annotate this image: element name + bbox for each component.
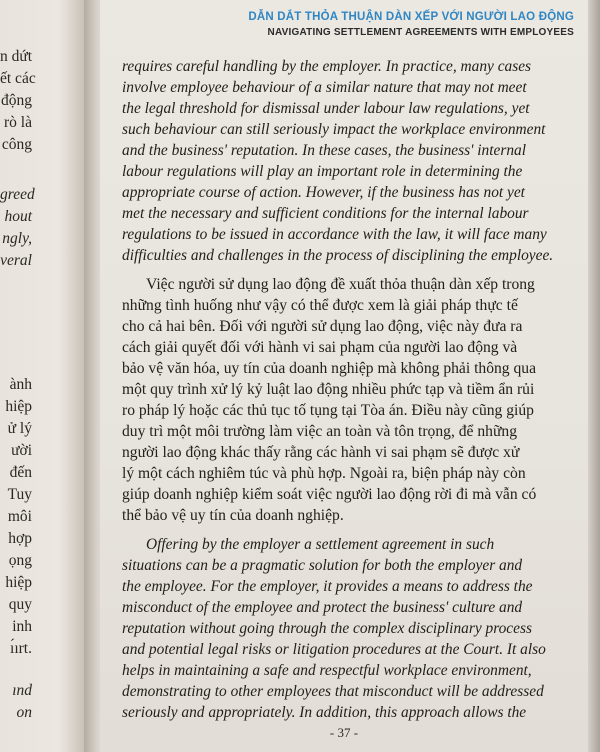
- text-line: regulations to be issued in accordance with the law, it will face many: [122, 226, 547, 243]
- left-page-line: ọng: [8, 552, 32, 569]
- text-line: misconduct of the employee and protect the business' culture and: [122, 599, 523, 616]
- left-page-line: ı́ırt.: [10, 640, 32, 657]
- left-page-line: hout: [4, 208, 32, 225]
- left-page-line: n dứt: [0, 48, 33, 65]
- page-number: - 37 -: [329, 725, 359, 740]
- text-line: labour regulations will play an important role in determining the: [122, 163, 523, 180]
- text-line: helps in maintaining a safe and respectful workplace environment,: [122, 662, 532, 679]
- text-line: người lao động khác thấy rằng các hành vi sai phạm sẽ được xử: [122, 444, 520, 461]
- text-line: met the necessary and sufficient conditions for the internal labour: [122, 205, 529, 222]
- page-body: [122, 56, 574, 723]
- left-page-line: hiệp: [5, 398, 32, 415]
- left-page-line: greed: [0, 186, 35, 203]
- left-page-line: động: [1, 92, 32, 109]
- text-line: difficulties and challenges in the process of disciplining the employee.: [122, 247, 554, 264]
- text-line: những tình huống như vậy có thể được xem là giải pháp thực tế: [122, 297, 518, 314]
- right-page: [100, 0, 588, 752]
- left-page-line: hợp: [8, 530, 32, 547]
- text-line: seriously and appropriately. In addition, this approach allows the: [122, 704, 527, 721]
- left-page-line: quy: [8, 596, 32, 613]
- running-header-english: NAVIGATING SETTLEMENT AGREEMENTS WITH EMPLOYEES: [267, 27, 574, 38]
- text-line: cách giải quyết đối với hành vi sai phạm của người lao động và: [122, 339, 518, 356]
- left-page-line: hiệp: [5, 574, 32, 591]
- text-line: Việc người sử dụng lao động đề xuất thỏa thuận dàn xếp trong: [146, 276, 535, 293]
- running-header-vietnamese: DẪN DẮT THỎA THUẬN DÀN XẾP VỚI NGƯỜI LAO ĐỘNG: [248, 11, 574, 23]
- left-page-line: inh: [12, 618, 32, 635]
- paragraph-gap: [122, 526, 574, 534]
- text-line: involve employee behaviour of a similar nature that may not meet: [122, 79, 527, 96]
- left-page-line: ınd: [12, 682, 32, 699]
- left-page-line: rò là: [4, 114, 32, 131]
- paragraph-gap: [122, 266, 574, 274]
- text-line: requires careful handling by the employer. In practice, many cases: [122, 58, 532, 75]
- text-line: and potential legal risks or litigation procedures at the Court. It also: [122, 641, 546, 658]
- text-line: ro pháp lý hoặc các thủ tục tố tụng tại Tòa án. Điều này cũng giúp: [122, 402, 534, 419]
- text-line: lý một cách nghiêm túc và phù hợp. Ngoài ra, biện pháp này còn: [122, 465, 526, 482]
- left-page-line: ười: [11, 442, 32, 459]
- text-line: demonstrating to other employees that misconduct will be addressed: [122, 683, 544, 700]
- left-page-line: công: [1, 136, 32, 153]
- english-paragraph: [122, 534, 574, 723]
- left-page-line: veral: [0, 252, 32, 269]
- text-line: Offering by the employer a settlement agreement in such: [146, 536, 495, 553]
- left-page: [0, 0, 84, 752]
- page-edge: [588, 0, 600, 752]
- text-line: such behaviour can still seriously impact the workplace environment: [122, 121, 546, 138]
- left-page-line: ử lý: [7, 420, 32, 437]
- text-line: cho cả hai bên. Đối với người sử dụng lao động, việc này đưa ra: [122, 318, 523, 335]
- text-line: the employee. For the employer, it provides a means to address the: [122, 578, 533, 595]
- left-page-line: đến: [9, 464, 32, 481]
- text-line: appropriate course of action. However, if the business has not yet: [122, 184, 525, 201]
- left-page-line: ành: [9, 376, 32, 393]
- text-line: and the business' reputation. In these cases, the business' internal: [122, 142, 526, 159]
- text-line: duy trì một môi trường làm việc an toàn và tôn trọng, để những: [122, 423, 517, 440]
- text-line: giúp doanh nghiệp kiểm soát việc người lao động rời đi mà vẫn có: [122, 486, 537, 503]
- left-page-line: Tuy: [7, 486, 32, 503]
- text-line: situations can be a pragmatic solution for both the employer and: [122, 557, 523, 574]
- text-line: reputation without going through the complex disciplinary process: [122, 620, 532, 637]
- english-paragraph: [122, 56, 574, 266]
- text-line: the legal threshold for dismissal under labour law regulations, yet: [122, 100, 530, 117]
- left-page-line: on: [16, 704, 32, 721]
- vietnamese-paragraph: [122, 274, 574, 526]
- left-page-line: ết các: [0, 70, 36, 87]
- text-line: thể bảo vệ uy tín của doanh nghiệp.: [122, 507, 344, 524]
- left-page-line: ngly,: [2, 230, 32, 247]
- left-page-line: môi: [7, 508, 32, 525]
- text-line: bảo vệ văn hóa, uy tín của doanh nghiệp mà không phải thông qua: [122, 360, 537, 377]
- text-line: một quy trình xử lý kỷ luật lao động nhiều phức tạp và tiềm ẩn rủi: [122, 381, 535, 398]
